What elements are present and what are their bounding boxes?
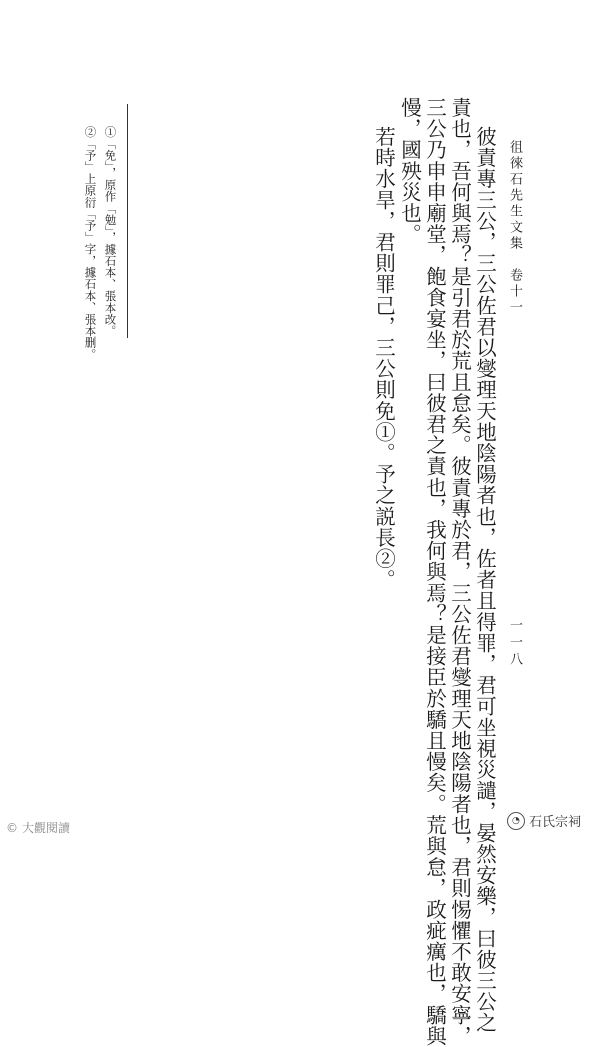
publisher-logo-icon: © (6, 820, 18, 835)
body-column-5: 若時水旱，君則罪己，三公則免①。予之説長②。 (371, 126, 396, 591)
body-column-2: 責也，吾何與焉？是引君於荒且怠矣。彼責專於君，三公佐君燮理天地陰陽者也，君則惕懼不敢安寧， (447, 97, 472, 1047)
running-header (508, 140, 521, 316)
footnote-divider (127, 104, 128, 338)
watermark-left (6, 819, 70, 836)
body-column-3: 三公乃申申廟堂，飽食宴坐，曰彼君之責也，我何與焉？是接臣於驕且慢矣。荒與怠，政疵癘也，驕與 (422, 97, 447, 1047)
watermark-right-text: 石氏宗祠 (528, 815, 581, 830)
volume-label: 卷十一 (507, 268, 522, 316)
book-title: 徂徠石先生文集 (507, 140, 522, 252)
header-gap (507, 252, 522, 268)
body-column-4: 慢，國殃災也。 (397, 97, 422, 245)
body-column-1: 彼責專三公，三公佐君以燮理天地陰陽者也，佐者且得罪，君可坐視災譴，晏然安樂，曰彼三公之 (472, 126, 497, 1034)
footnote-1: ①「免」，原作「勉」，據石本、張本改。 (103, 126, 118, 337)
wechat-account-icon: ◔ (507, 812, 525, 830)
watermark-left-text: 大觀閱讀 (22, 821, 71, 835)
watermark-right (507, 811, 581, 830)
footnote-2: ②「予」上原衍「予」字，據石本、張本删。 (83, 126, 98, 360)
page-number: 一一八 (507, 618, 522, 669)
